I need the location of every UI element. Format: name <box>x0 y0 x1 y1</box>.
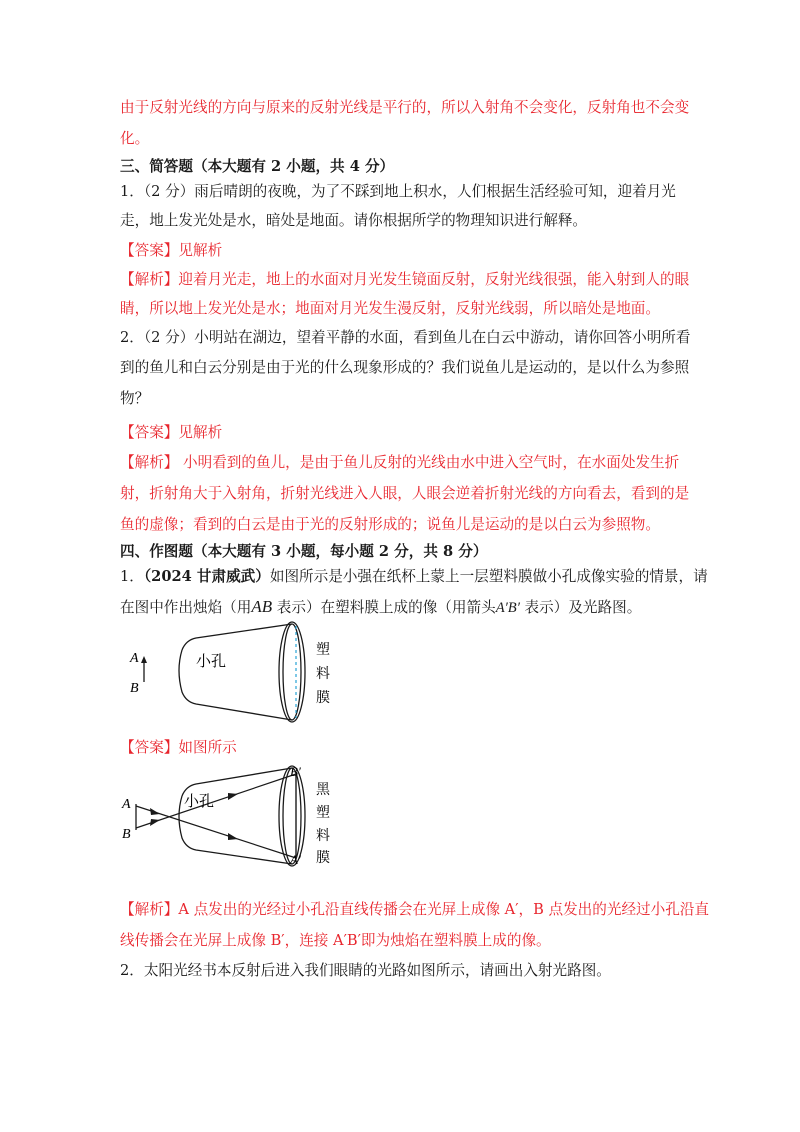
s3-q1-analysis-line-2: 睛，所以地上发光处是水；地面对月光发生漫反射，反射光线弱，所以暗处是地面。 <box>120 300 660 317</box>
s3-q1-line-1: 1．（2 分）雨后晴朗的夜晚，为了不踩到地上积水，人们根据生活经验可知，迎着月光 <box>120 183 676 200</box>
question-source: （2024 甘肃威武） <box>143 568 270 585</box>
s3-q1-line-2: 走，地上发光处是水，暗处是地面。请你根据所学的物理知识进行解释。 <box>120 212 588 229</box>
s4-q1-analysis-line-2: 线传播会在光屏上成像 B′，连接 A′B′即为烛焰在塑料膜上成的像。 <box>120 932 551 949</box>
s3-q2-line-1: 2．（2 分）小明站在湖边，望着平静的水面，看到鱼儿在白云中游动，请你回答小明所看 <box>120 329 691 346</box>
hole-label: 小孔 <box>184 792 215 810</box>
light-rays <box>136 774 296 858</box>
symbol-a-prime-b-prime: A′B′ <box>495 600 520 616</box>
point-b-label: B <box>122 827 131 842</box>
s4-q1-line-2 <box>120 597 641 618</box>
answer-text: 见解析 <box>178 424 223 441</box>
candle-arrow-ab <box>141 656 147 682</box>
membrane-label-3: 料 <box>316 828 330 844</box>
point-a-label: A <box>122 797 131 812</box>
membrane-label-4: 膜 <box>316 850 330 866</box>
s3-q2-analysis-line-2: 射，折射角大于入射角，折射光线进入人眼，人眼会逆着折射光线的方向看去，看到的是 <box>120 485 690 502</box>
s3-q2-analysis-line-1 <box>120 453 679 473</box>
symbol-ab: AB <box>251 597 273 616</box>
analysis-text: 小明看到的鱼儿，是由于鱼儿反射的光线由水中进入空气时，在水面处发生折 <box>178 454 680 471</box>
paper-cup <box>179 622 305 722</box>
analysis-tag: 【解析】 <box>120 454 179 471</box>
s3-q2-analysis-line-3: 鱼的虚像；看到的白云是由于光的反射形成的；说鱼儿是运动的是以白云为参照物。 <box>120 516 660 533</box>
s3-q2-answer <box>120 423 222 443</box>
analysis-tag: 【解析】 <box>120 901 179 918</box>
section-4-title: 四、作图题（本大题有 3 小题，每小题 2 分，共 8 分） <box>120 543 488 560</box>
question-text: 如图所示是小强在纸杯上蒙上一层塑料膜做小孔成像实验的情景，请 <box>269 568 708 585</box>
membrane-label-1: 塑 <box>316 642 330 658</box>
point-b-label: B <box>130 681 139 696</box>
point-b-image-label: B′ <box>290 764 301 779</box>
question-text: 表示）在塑料膜上成的像（用箭头 <box>272 599 496 616</box>
prev-analysis-line-1: 由于反射光线的方向与原来的反射光线是平行的，所以入射角不会变化，反射角也不会变 <box>120 99 690 116</box>
paper-cup <box>179 766 305 866</box>
answer-text: 如图所示 <box>178 739 237 756</box>
membrane-label-2: 料 <box>316 666 330 682</box>
s3-q2-line-3: 物？ <box>120 390 150 407</box>
figure-pinhole-setup <box>120 620 360 730</box>
section-3-title: 三、简答题（本大题有 2 小题，共 4 分） <box>120 158 395 175</box>
s3-q1-analysis-line-1 <box>120 270 689 290</box>
s4-q1-analysis-line-1 <box>120 900 709 920</box>
s3-q1-answer <box>120 241 222 261</box>
hole-label: 小孔 <box>196 652 227 670</box>
figure-answer-ray-diagram <box>120 762 360 867</box>
s4-q1-line-1 <box>120 567 708 587</box>
point-a-label: A <box>130 651 139 666</box>
question-text: 在图中作出烛焰（用 <box>120 599 252 616</box>
membrane-label-3: 膜 <box>316 690 330 706</box>
analysis-text: A 点发出的光经过小孔沿直线传播会在光屏上成像 A′，B 点发出的光经过小孔沿直 <box>178 901 710 918</box>
prev-analysis-line-2: 化。 <box>120 130 150 147</box>
answer-tag: 【答案】 <box>120 739 179 756</box>
analysis-tag: 【解析】 <box>120 271 179 288</box>
s3-q2-line-2: 到的鱼儿和白云分别是由于光的什么现象形成的？我们说鱼儿是运动的，是以什么为参照 <box>120 359 690 376</box>
question-number: 1． <box>120 568 144 585</box>
answer-tag: 【答案】 <box>120 242 179 259</box>
point-a-image-label: A′ <box>290 852 301 867</box>
answer-tag: 【答案】 <box>120 424 179 441</box>
membrane-label-1: 黑 <box>316 782 330 798</box>
answer-text: 见解析 <box>178 242 223 259</box>
analysis-text: 迎着月光走，地上的水面对月光发生镜面反射，反射光线很强，能入射到人的眼 <box>178 271 690 288</box>
s4-q1-answer <box>120 738 237 758</box>
s4-q2-line-1: 2．太阳光经书本反射后进入我们眼睛的光路如图所示，请画出入射光路图。 <box>120 962 611 979</box>
membrane-label-2: 塑 <box>316 805 330 821</box>
question-text: 表示）及光路图。 <box>519 599 642 616</box>
